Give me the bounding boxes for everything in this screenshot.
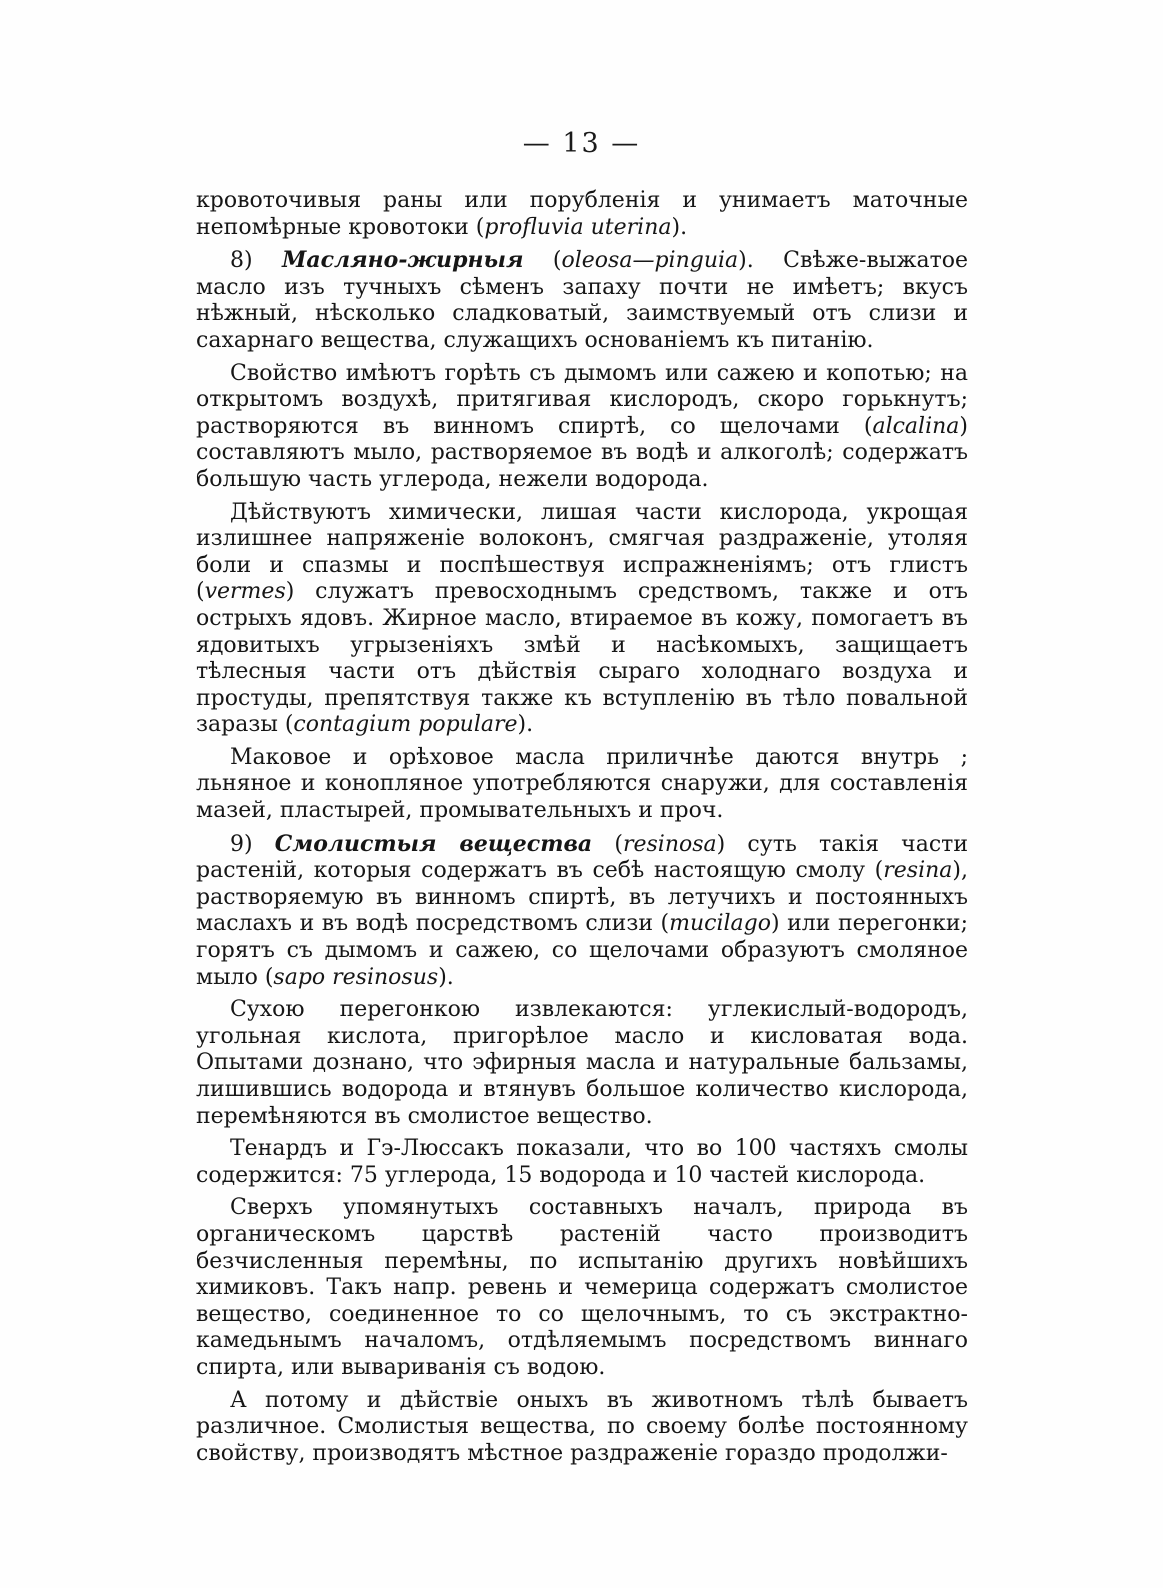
paragraph-other-principles: [196, 1195, 968, 1381]
text-run: 9): [230, 831, 275, 857]
paragraph-oil-usage: [196, 745, 968, 825]
text-run: ) или перегонки; горятъ съ дымомъ и сажею, со щелочами образуютъ смоляное мыло (: [196, 911, 968, 990]
latin-term: resinosa: [622, 831, 717, 857]
text-run: Дѣйствуютъ химически, лишая части кислорода, укрощая излишнее напряженіе волоконъ, смягчая раздраженіе, утоляя боли и спазмы и поспѣшествуя испражненіямъ; отъ глистъ (: [196, 499, 968, 605]
text-run: Маковое и орѣховое масла приличнѣе даются внутрь ; льняное и конопляное употребляются снаружи, для составленія мазей, пластырей, промывательныхъ и проч.: [196, 744, 968, 824]
latin-term: sapo resinosus: [273, 964, 439, 990]
latin-term: profluvia uterina: [484, 214, 672, 240]
latin-term: resina: [883, 858, 953, 884]
paragraph-dry-distillation: [196, 997, 968, 1130]
text-run: ), растворяемую въ винномъ спиртѣ, въ летучихъ и постоянныхъ маслахъ и въ водѣ посредствомъ слизи (: [196, 858, 968, 937]
latin-term: oleosa—pinguia: [561, 248, 739, 274]
text-run: Сверхъ упомянутыхъ составныхъ началъ, природа въ органическомъ царствѣ растеній часто производитъ безчисленныя перемѣны, по испытанію другихъ новѣйшихъ химиковъ. Такъ напр. ревень и чемерица содержатъ смолистое вещество, соединенное то со щелочнымъ, то съ экстрактно-камедьнымъ началомъ, отдѣляемымъ посредствомъ виннаго спирта, или вывариванія съ водою.: [196, 1195, 968, 1380]
text-run: ).: [517, 712, 534, 738]
text-run: Тенардъ и Гэ-Люссакъ показали, что во 100 частяхъ смолы содержится: 75 углерода, 15 водорода и 10 частей кислорода.: [196, 1136, 968, 1188]
page-number: — 13 —: [522, 128, 641, 159]
text-run: ) служатъ превосходнымъ средствомъ, также и отъ острыхъ ядовъ. Жирное масло, втираемое въ кожу, помогаетъ въ ядовитыхъ угрызеніяхъ змѣй и насѣкомыхъ, защищаетъ тѣлесныя части отъ дѣйствія сыраго холоднаго воздуха и простуды, препятствуя также къ вступленію въ тѣло повальной заразы (: [196, 579, 968, 738]
text-run: ).: [438, 964, 454, 990]
body-text: [196, 188, 968, 1473]
paragraph-resinosa-heading: [196, 831, 968, 992]
text-run: (: [592, 831, 623, 857]
latin-term: vermes: [204, 579, 286, 605]
latin-term: contagium populare: [293, 712, 518, 738]
text-run: А потому и дѣйствіе оныхъ въ животномъ тѣлѣ бываетъ различное. Смолистыя вещества, по своему болѣе постоянному свойству, производятъ мѣстное раздраженіе гораздо продолжи-: [196, 1387, 968, 1466]
text-run: кровоточивыя раны или порубленія и унимаетъ маточные непомѣрные кровотоки (: [196, 188, 968, 240]
text-run: Свойство имѣютъ горѣть съ дымомъ или сажею и копотью; на открытомъ воздухѣ, притягивая кислородъ, скоро горькнутъ; растворяются въ винномъ спиртѣ, со щелочами (: [196, 360, 968, 439]
section-term: Масляно-жирныя: [282, 247, 524, 274]
paragraph-resin-action: [196, 1388, 968, 1468]
text-run: ) суть такія части растеній, которыя содержатъ въ себѣ настоящую смолу (: [196, 831, 969, 884]
text-run: 8): [230, 248, 282, 274]
text-run: ) составляютъ мыло, растворяемое въ водѣ и алкоголѣ; содержатъ большую часть углерода, нежели водорода.: [196, 413, 968, 492]
text-run: Сухою перегонкою извлекаются: углекислый-водородъ, угольная кислота, пригорѣлое масло и кисловатая вода. Опытами дознано, что эфирныя масла и натуральные бальзамы, лишившись водорода и втянувъ большое количество кислорода, перемѣняются въ смолистое вещество.: [196, 997, 968, 1129]
latin-term: alcalina: [872, 413, 960, 439]
text-run: (: [523, 248, 562, 274]
paragraph-resin-composition: [196, 1136, 968, 1189]
paragraph-oleosa-heading: [196, 247, 968, 354]
paragraph-bleeding-continuation: [196, 188, 968, 241]
paragraph-oil-action: [196, 500, 968, 739]
paragraph-oil-properties: [196, 361, 968, 494]
text-run: ). Свѣже-выжатое масло изъ тучныхъ сѣменъ запаху почти не имѣетъ; вкусъ нѣжный, нѣсколько сладковатый, заимствуемый отъ слизи и сахарнаго вещества, служащихъ основаніемъ къ питанію.: [196, 248, 969, 353]
text-run: ).: [671, 214, 688, 240]
latin-term: mucilago: [669, 911, 771, 937]
section-term: Смолистыя вещества: [274, 830, 593, 857]
